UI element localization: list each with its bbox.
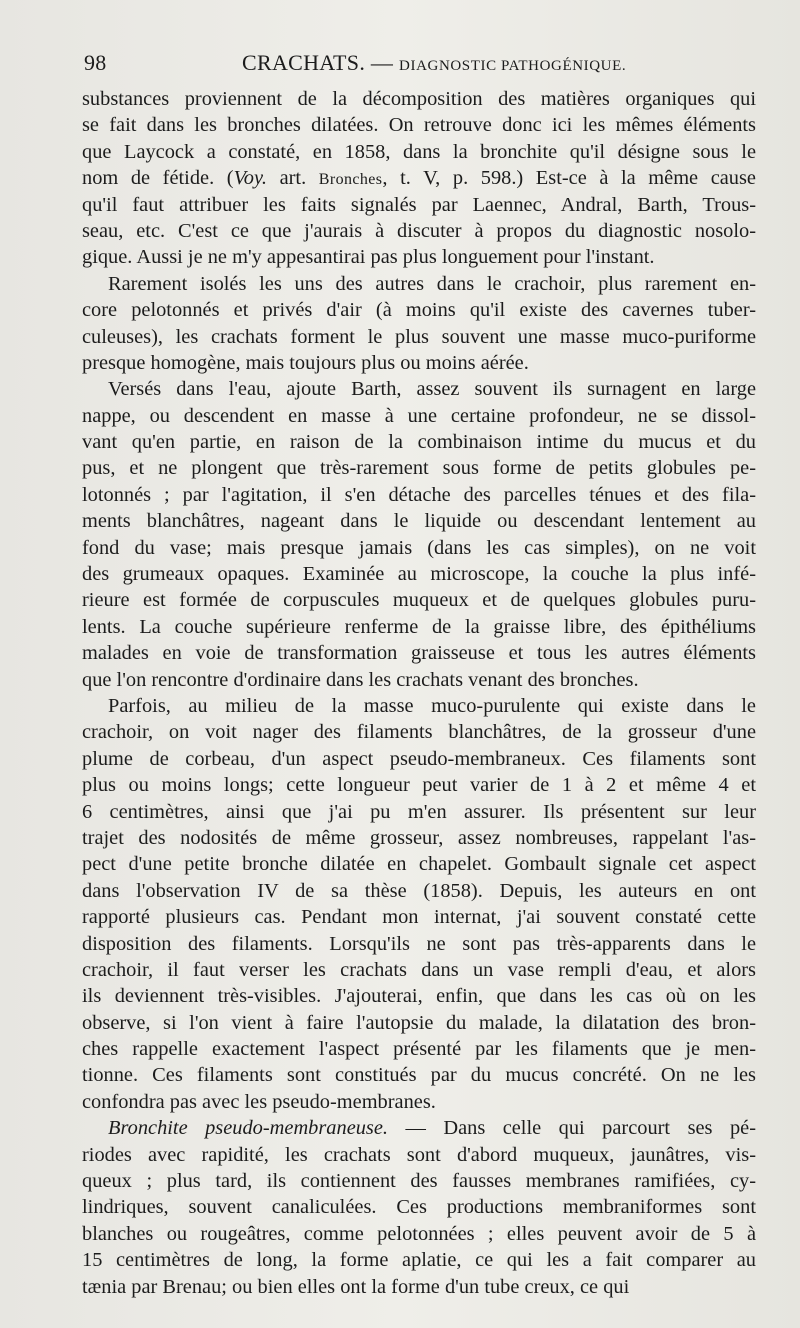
running-title-subtitle: DIAGNOSTIC PATHOGÉNIQUE. [399,58,627,74]
text-segment: disposition des filaments. Lorsqu'ils ne sont pas très-apparents dans le [82,932,756,955]
text-segment: seau, etc. C'est ce que j'aurais à discuter à propos du diagnostic nosolo- [82,219,756,242]
text-segment: presque homogène, mais toujours plus ou moins aérée. [82,351,529,374]
text-line [82,1089,756,1115]
text-segment: trajet des nodosités de même grosseur, assez nombreuses, rappelant l'as- [82,826,756,849]
text-segment: 6 centimètres, ainsi que j'ai pu m'en assurer. Ils présentent sur leur [82,800,756,823]
text-line [82,667,756,693]
text-segment: substances proviennent de la décomposition des matières organiques qui [82,88,756,110]
text-line [82,587,756,613]
text-segment: pect d'une petite bronche dilatée en chapelet. Gombault signale cet aspect [82,853,756,876]
text-segment: Rarement isolés les uns des autres dans le crachoir, plus rarement en- [108,272,756,295]
text-segment: vant qu'en partie, en raison de la combinaison intime du mucus et du [82,431,756,454]
text-line [82,271,756,297]
paragraph-verses [82,376,756,693]
text-line [82,244,756,270]
italic-text: Voy. [233,167,267,190]
text-line [82,957,756,983]
text-segment: plume de corbeau, d'un aspect pseudo-membraneux. Ces filaments sont [82,747,756,770]
text-line [82,746,756,772]
text-line [82,482,756,508]
text-segment: tænia par Brenau; ou bien elles ont la forme d'un tube creux, ce qui [82,1275,630,1298]
text-line [82,429,756,455]
text-line [82,904,756,930]
text-line [82,772,756,798]
text-segment: malades en voie de transformation graisseuse et tous les autres éléments [82,642,756,665]
text-line [82,640,756,666]
text-line [82,1194,756,1220]
text-line [82,403,756,429]
text-segment: lents. La couche supérieure renferme de la graisse libre, des épithéliums [82,615,756,638]
text-segment: , t. V, p. 598.) Est-ce à la même cause [382,167,756,190]
text-line [82,218,756,244]
text-segment: gique. Aussi je ne m'y appesantirai pas plus longuement pour l'instant. [82,246,655,269]
text-line [82,561,756,587]
page-body [82,86,756,1300]
text-segment: que l'on rencontre d'ordinaire dans les crachats venant des bronches. [82,668,639,691]
text-line [82,297,756,323]
text-line [82,983,756,1009]
small-caps-text: Bronches [318,171,383,189]
text-line [82,1010,756,1036]
text-line [82,455,756,481]
running-title [242,50,626,76]
text-segment: culeuses), les crachats forment le plus souvent une masse muco-puriforme [82,325,756,348]
text-segment: nappe, ou descendent en masse à une certaine profondeur, ne se dissol- [82,404,756,427]
italic-text: Bronchite pseudo-membraneuse. [108,1117,389,1140]
text-segment: dans l'observation IV de sa thèse (1858). Depuis, les auteurs en ont [82,879,756,902]
text-line [82,825,756,851]
running-header [84,50,754,82]
text-line [82,165,756,191]
text-segment: des grumeaux opaques. Examinée au microscope, la couche la plus infé- [82,563,756,586]
text-segment: crachoir, on voit nager des filaments blanchâtres, de la grosseur d'une [82,721,756,744]
text-line [82,1168,756,1194]
paragraph-decomposition [82,86,756,271]
text-segment: ils deviennent très-visibles. J'ajouterai, enfin, que dans les cas où on les [82,985,756,1008]
text-segment: blanches ou rougeâtres, comme pelotonnées ; elles peuvent avoir de 5 à [82,1222,756,1245]
text-segment: nom de fétide. ( [82,167,234,190]
text-segment: 15 centimètres de long, la forme aplatie, ce qui les a fait comparer au [82,1249,756,1272]
text-line [82,719,756,745]
text-line [82,139,756,165]
text-segment: observe, si l'on vient à faire l'autopsie du malade, la dilatation des bron- [82,1011,756,1034]
text-line [82,1247,756,1273]
text-segment: rieure est formée de corpuscules muqueux et de quelques globules puru- [82,589,756,612]
text-segment: que Laycock a constaté, en 1858, dans la bronchite qu'il désigne sous le [82,140,756,163]
text-segment: confondra pas avec les pseudo-membranes. [82,1090,436,1113]
text-line [82,693,756,719]
text-line [82,192,756,218]
text-segment: lindriques, souvent canaliculées. Ces productions membraniformes sont [82,1196,756,1219]
text-segment: Versés dans l'eau, ajoute Barth, assez souvent ils surnagent en large [108,378,756,401]
text-line [82,1115,756,1141]
text-segment: core pelotonnés et privés d'air (à moins qu'il existe des cavernes tuber- [82,299,756,322]
text-line [82,878,756,904]
text-line [82,799,756,825]
page-number: 98 [84,50,107,75]
text-segment: rapporté plusieurs cas. Pendant mon internat, j'ai souvent constaté cette [82,906,756,929]
text-segment: ches rappelle exactement l'aspect présenté par les filaments que je men- [82,1038,756,1061]
text-line [82,1036,756,1062]
text-line [82,1274,756,1300]
text-segment: crachoir, il faut verser les crachats dans un vase rempli d'eau, et alors [82,958,756,981]
text-line [82,86,756,112]
text-line [82,350,756,376]
text-segment: queux ; plus tard, ils contiennent des fausses membranes ramifiées, cy- [82,1170,756,1193]
text-line [82,324,756,350]
text-segment: pus, et ne plongent que très-rarement sous forme de petits globules pe- [82,457,756,480]
text-segment: ments blanchâtres, nageant dans le liquide ou descendant lentement au [82,510,756,533]
text-segment: fond du vase; mais presque jamais (dans les cas simples), on ne voit [82,536,756,559]
text-line [82,1221,756,1247]
text-line [82,112,756,138]
text-line [82,931,756,957]
text-line [82,614,756,640]
running-title-main: CRACHATS. — [242,50,394,75]
text-line [82,851,756,877]
text-line [82,1062,756,1088]
text-segment: se fait dans les bronches dilatées. On retrouve donc ici les mêmes éléments [82,114,756,137]
paragraph-bronchite-pseudo-membraneuse [82,1115,756,1300]
paragraph-rarement [82,271,756,377]
text-segment: — Dans celle qui parcourt ses pé- [388,1117,756,1140]
text-segment: art. [267,167,319,190]
text-line [82,1142,756,1168]
paragraph-parfois [82,693,756,1115]
text-segment: lotonnés ; par l'agitation, il s'en détache des parcelles ténues et des fila- [82,483,756,506]
text-segment: riodes avec rapidité, les crachats sont d'abord muqueux, jaunâtres, vis- [82,1143,756,1166]
text-segment: plus ou moins longs; cette longueur peut varier de 1 à 2 et même 4 et [82,774,756,797]
text-segment: Parfois, au milieu de la masse muco-purulente qui existe dans le [108,694,756,717]
text-line [82,508,756,534]
text-line [82,535,756,561]
text-line [82,376,756,402]
text-segment: tionne. Ces filaments sont constitués par du mucus concrété. On ne les [82,1064,756,1087]
text-segment: qu'il faut attribuer les faits signalés par Laennec, Andral, Barth, Trous- [82,193,756,216]
